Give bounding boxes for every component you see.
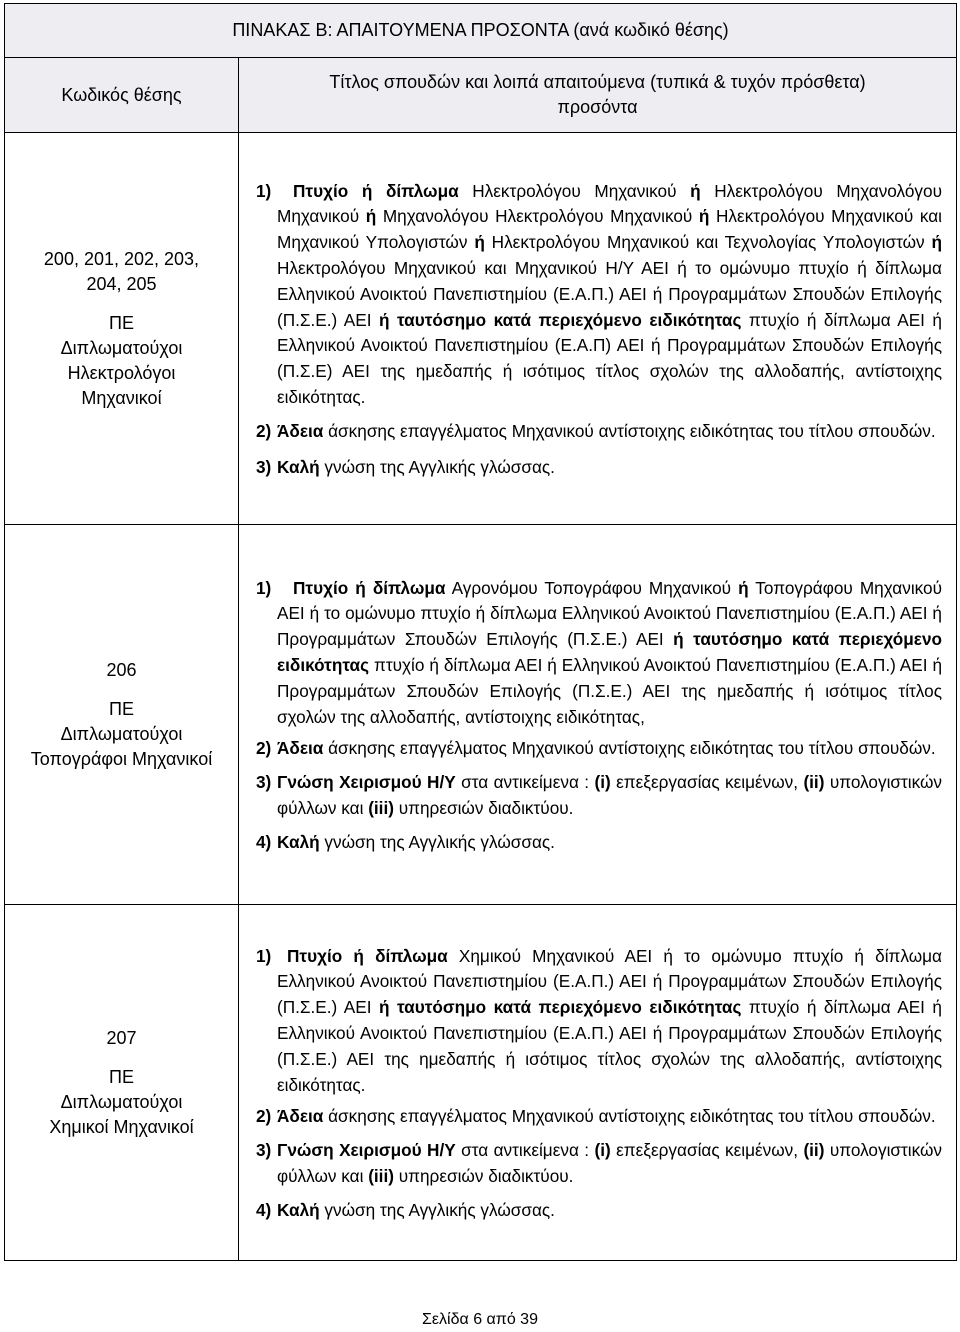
header-row [5,58,957,133]
position-specialty: Τοπογράφοι Μηχανικοί [30,748,213,769]
position-code-numbers: 206 [106,659,137,680]
header-title-line1: Τίτλος σπουδών και λοιπά απαιτούμενα (τυπικά & τυχόν πρόσθετα) [329,72,866,92]
requirement-item [256,576,942,731]
requirement-item [256,1198,942,1224]
requirement-number: 1) [256,180,272,201]
requirement-text: Άδεια άσκησης επαγγέλματος Μηχανικού αντίστοιχης ειδικότητας του τίτλου σπουδών. [277,420,936,441]
requirements-cell [239,133,957,525]
requirement-text: Πτυχίο ή δίπλωμα Ηλεκτρολόγου Μηχανικού ή Ηλεκτρολόγου Μηχανολόγου Μηχανικού ή Μηχανολόγου Ηλεκτρολόγου Μηχανικού ή Ηλεκτρολόγου Μηχανικού και Μηχανικού Υπολογιστών ή Ηλεκτρολόγου Μηχανικού και Τεχνολογίας Υπολογιστών ή Ηλεκτρολόγου Μηχανικού και Μηχανικού Η/Υ ΑΕΙ ή το ομώνυμο πτυχίο ή δίπλωμα Ελληνικού Ανοικτού Πανεπιστημίου (Ε.Α.Π.) ΑΕΙ ή Προγραμμάτων Σπουδών Επιλογής (Π.Σ.Ε.) ΑΕΙ ή ταυτόσημο κατά περιεχόμενο ειδικότητας πτυχίο ή δίπλωμα ΑΕΙ ή Ελληνικού Ανοικτού Πανεπιστημίου (Ε.Α.Π) ΑΕΙ ή Προγραμμάτων Σπουδών Επιλογής (Π.Σ.Ε) ΑΕΙ της ημεδαπής ή ισότιμος τίτλος σχολών της αλλοδαπής, αντίστοιχης ειδικότητας. [277,180,942,407]
position-specialty: Ηλεκτρολόγοι Μηχανικοί [67,362,176,408]
requirements-table [4,3,957,1261]
table-title-row [5,4,957,58]
page-number: Σελίδα 6 από 39 [422,1311,538,1328]
requirement-text: Άδεια άσκησης επαγγέλματος Μηχανικού αντίστοιχης ειδικότητας του τίτλου σπουδών. [277,738,936,759]
requirement-text: Καλή γνώση της Αγγλικής γλώσσας. [277,1199,555,1220]
requirement-text: Καλή γνώση της Αγγλικής γλώσσας. [277,456,555,477]
requirement-number: 3) [256,1140,272,1161]
position-category: ΠΕ [108,312,134,333]
header-title [239,58,957,133]
position-category: ΠΕ [108,698,134,719]
requirement-number: 1) [256,577,272,598]
position-code-cell [5,525,239,905]
position-type: Διπλωματούχοι [60,723,183,744]
position-type: Διπλωματούχοι [60,337,183,358]
requirement-number: 1) [256,945,272,966]
table-row [5,525,957,905]
position-category: ΠΕ [108,1066,134,1087]
requirement-number: 3) [256,772,272,793]
header-code: Κωδικός θέσης [5,58,239,133]
requirement-number: 2) [256,420,272,441]
requirement-text: Καλή γνώση της Αγγλικής γλώσσας. [277,831,555,852]
position-specialty: Χημικοί Μηχανικοί [49,1116,194,1137]
requirement-number: 3) [256,456,272,477]
position-code-cell [5,133,239,525]
position-code-cell [5,905,239,1261]
requirement-text: Πτυχίο ή δίπλωμα Αγρονόμου Τοπογράφου Μηχανικού ή Τοπογράφου Μηχανικού ΑΕΙ ή το ομώνυμο πτυχίο ή δίπλωμα Ελληνικού Ανοικτού Πανεπιστημίου (Ε.Α.Π.) ΑΕΙ ή Προγραμμάτων Σπουδών Επιλογής (Π.Σ.Ε.) ΑΕΙ ή ταυτόσημο κατά περιεχόμενο ειδικότητας πτυχίο ή δίπλωμα ΑΕΙ ή Ελληνικού Ανοικτού Πανεπιστημίου (Ε.Α.Π.) ΑΕΙ ή Προγραμμάτων Σπουδών Επιλογής (Π.Σ.Ε.) ΑΕΙ της ημεδαπής ή ισότιμος τίτλος σχολών της αλλοδαπής, αντίστοιχης ειδικότητας, [277,577,943,727]
requirement-item [256,830,942,856]
requirements-cell [239,905,957,1261]
requirement-number: 2) [256,738,272,759]
requirement-item [256,944,942,1099]
table-row [5,133,957,525]
requirement-text: Γνώση Χειρισμού Η/Υ στα αντικείμενα : (i) επεξεργασίας κειμένων, (ii) υπολογιστικών φύλλων και (iii) υπηρεσιών διαδικτύου. [277,1140,942,1186]
requirement-number: 4) [256,1199,272,1220]
requirement-item [256,455,942,481]
requirement-item [256,419,942,445]
requirement-item [256,1104,942,1130]
requirement-text: Πτυχίο ή δίπλωμα Χημικού Μηχανικού ΑΕΙ ή το ομώνυμο πτυχίο ή δίπλωμα Ελληνικού Ανοικτού Πανεπιστημίου (Ε.Α.Π.) ΑΕΙ ή Προγραμμάτων Σπουδών Επιλογής (Π.Σ.Ε.) ΑΕΙ ή ταυτόσημο κατά περιεχόμενο ειδικότητας πτυχίο ή δίπλωμα ΑΕΙ ή Ελληνικού Ανοικτού Πανεπιστημίου (Ε.Α.Π.) ΑΕΙ ή Προγραμμάτων Σπουδών Επιλογής (Π.Σ.Ε.) ΑΕΙ της ημεδαπής ή ισότιμος τίτλος σχολών της αλλοδαπής, αντίστοιχης ειδικότητας. [277,945,942,1095]
requirement-text: Γνώση Χειρισμού Η/Υ στα αντικείμενα : (i) επεξεργασίας κειμένων, (ii) υπολογιστικών φύλλων και (iii) υπηρεσιών διαδικτύου. [277,772,942,818]
requirement-item [256,179,942,411]
table-row [5,905,957,1261]
requirement-item [256,1138,942,1190]
requirement-number: 2) [256,1106,272,1127]
requirement-item [256,770,942,822]
table-title: ΠΙΝΑΚΑΣ Β: ΑΠΑΙΤΟΥΜΕΝΑ ΠΡΟΣΟΝΤΑ (ανά κωδικό θέσης) [5,4,957,58]
header-title-line2: προσόντα [557,97,638,117]
position-type: Διπλωματούχοι [60,1091,183,1112]
position-code-numbers: 207 [106,1027,137,1048]
requirement-item [256,736,942,762]
requirements-cell [239,525,957,905]
requirement-number: 4) [256,831,272,852]
requirement-text: Άδεια άσκησης επαγγέλματος Μηχανικού αντίστοιχης ειδικότητας του τίτλου σπουδών. [277,1106,936,1127]
position-code-numbers: 200, 201, 202, 203, 204, 205 [43,248,200,294]
